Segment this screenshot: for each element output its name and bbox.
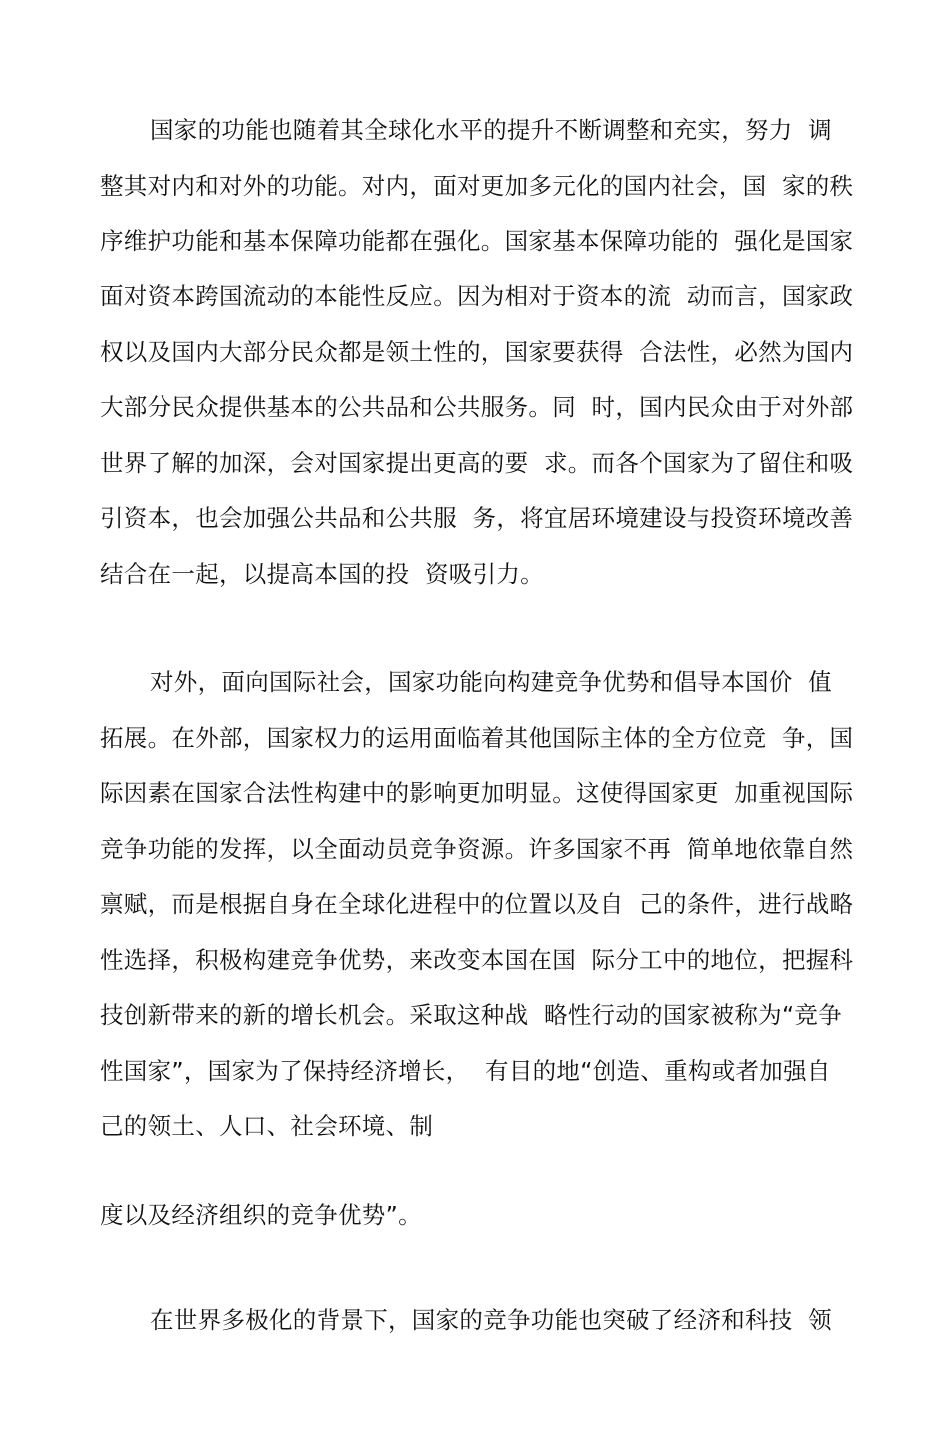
text-line: 权以及国内大部分民众都是领土性的，国家要获得 合法性，必然为国内 — [100, 338, 854, 366]
text-line: 技创新带来的新的增长机会。采取这种战 略性行动的国家被称为“竞争 — [100, 1001, 843, 1029]
text-line: 整其对内和对外的功能。对内，面对更加多元化的国内社会，国 家的秩 — [100, 172, 854, 200]
text-line: 在世界多极化的背景下，国家的竞争功能也突破了经济和科技 领 — [150, 1306, 832, 1334]
text-line: 世界了解的加深，会对国家提出更高的要 求。而各个国家为了留住和吸 — [100, 449, 854, 477]
text-line: 竞争功能的发挥，以全面动员竞争资源。许多国家不再 简单地依靠自然 — [100, 835, 854, 863]
text-line: 度以及经济组织的竞争优势”。 — [100, 1201, 422, 1229]
text-line: 性选择，积极构建竞争优势，来改变本国在国 际分工中的地位，把握科 — [100, 946, 854, 974]
text-line: 禀赋，而是根据自身在全球化进程中的位置以及自 己的条件，进行战略 — [100, 890, 854, 918]
text-line: 序维护功能和基本保障功能都在强化。国家基本保障功能的 强化是国家 — [100, 227, 854, 255]
text-line: 性国家”，国家为了保持经济增长， 有目的地“创造、重构或者加强自 — [100, 1057, 831, 1085]
text-line: 引资本，也会加强公共品和公共服 务，将宜居环境建设与投资环境改善 — [100, 504, 854, 532]
text-line: 拓展。在外部，国家权力的运用面临着其他国际主体的全方位竞 争，国 — [100, 724, 854, 752]
text-line: 大部分民众提供基本的公共品和公共服务。同 时，国内民众由于对外部 — [100, 393, 854, 421]
text-line: 国家的功能也随着其全球化水平的提升不断调整和充实，努力 调 — [150, 116, 832, 144]
text-line: 结合在一起，以提高本国的投 资吸引力。 — [100, 560, 544, 588]
text-line: 己的领土、人口、社会环境、制 — [100, 1112, 434, 1140]
text-line: 际因素在国家合法性构建中的影响更加明显。这使得国家更 加重视国际 — [100, 779, 854, 807]
text-line: 对外，面向国际社会，国家功能向构建竞争优势和倡导本国价 值 — [150, 668, 832, 696]
text-line: 面对资本跨国流动的本能性反应。因为相对于资本的流 动而言，国家政 — [100, 282, 854, 310]
